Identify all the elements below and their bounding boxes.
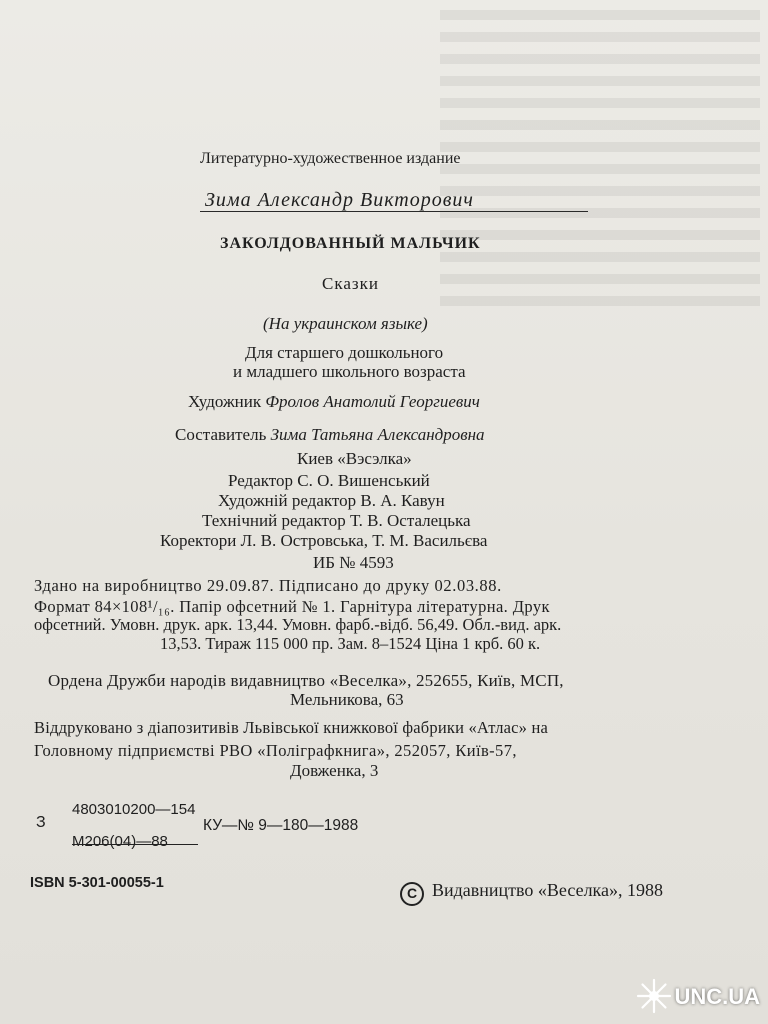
publisher-line-1: Ордена Дружби народів видавництво «Веселка», 252655, Київ, МСП, xyxy=(48,671,564,690)
copyright-text: Видавництво «Веселка», 1988 xyxy=(432,880,664,900)
printer-line-1: Віддруковано з діапозитивів Львівської книжкової фабрики «Атлас» на xyxy=(34,718,549,737)
class-numerator: 4803010200—154 xyxy=(72,801,196,818)
isbn: ISBN 5-301-00055-1 xyxy=(30,875,164,891)
language-note: (На украинском языке) xyxy=(263,314,428,333)
book-title: ЗАКОЛДОВАННЫЙ МАЛЬЧИК xyxy=(220,235,481,252)
copyright-icon: C xyxy=(400,882,424,906)
divider-line xyxy=(200,211,588,212)
illustrator-role: Художник xyxy=(188,392,262,411)
watermark-star-icon xyxy=(636,978,672,1014)
compiler-role: Составитель xyxy=(175,425,267,444)
watermark-text: UNC.UA xyxy=(674,984,760,1009)
illustrator-name: Фролов Анатолий Георгиевич xyxy=(265,392,480,411)
production-line-4: 13,53. Тираж 115 000 пр. Зам. 8–1524 Ціна 1 крб. 60 к. xyxy=(160,634,541,653)
class-prefix: З xyxy=(36,814,46,831)
class-denominator: М206(04)—88 xyxy=(72,833,168,850)
production-line-1: Здано на виробництво 29.09.87. Підписано до друку 02.03.88. xyxy=(34,576,502,595)
compiler-name: Зима Татьяна Александровна xyxy=(270,425,485,444)
edition-type: Литературно-художественное издание xyxy=(200,150,461,167)
book-genre: Сказки xyxy=(322,274,379,293)
publisher-line-2: Мельникова, 63 xyxy=(290,690,404,709)
audience-line-1: Для старшего дошкольного xyxy=(245,343,444,362)
editor-line: Редактор С. О. Вишенський xyxy=(228,471,430,490)
city-publisher: Киев «Вэсэлка» xyxy=(297,449,412,468)
proofreaders-line: Коректори Л. В. Островська, Т. М. Васильєва xyxy=(160,531,488,550)
copyright-line xyxy=(400,880,663,906)
show-through-text xyxy=(440,10,760,310)
class-code: КУ—№ 9—180—1988 xyxy=(203,817,359,834)
art-editor-line: Художній редактор В. А. Кавун xyxy=(218,491,445,510)
tech-editor-line: Технічний редактор Т. В. Осталецька xyxy=(202,511,471,530)
production-line-2: Формат 84×108¹/₁₆. Папір офсетний № 1. Гарнітура літературна. Друк xyxy=(34,597,550,616)
printer-line-2: Головному підприємстві РВО «Поліграфкнига», 252057, Київ-57, xyxy=(34,741,517,760)
audience-line-2: и младшего школьного возраста xyxy=(233,362,466,381)
illustrator-line xyxy=(188,392,480,412)
production-line-3: офсетний. Умовн. друк. арк. 13,44. Умовн. фарб.-відб. 56,49. Обл.-вид. арк. xyxy=(34,615,562,634)
author-name: Зима Александр Викторович xyxy=(205,189,474,211)
ib-number: ИБ № 4593 xyxy=(313,553,394,572)
printer-line-3: Довженка, 3 xyxy=(290,761,379,780)
compiler-line xyxy=(175,425,485,445)
